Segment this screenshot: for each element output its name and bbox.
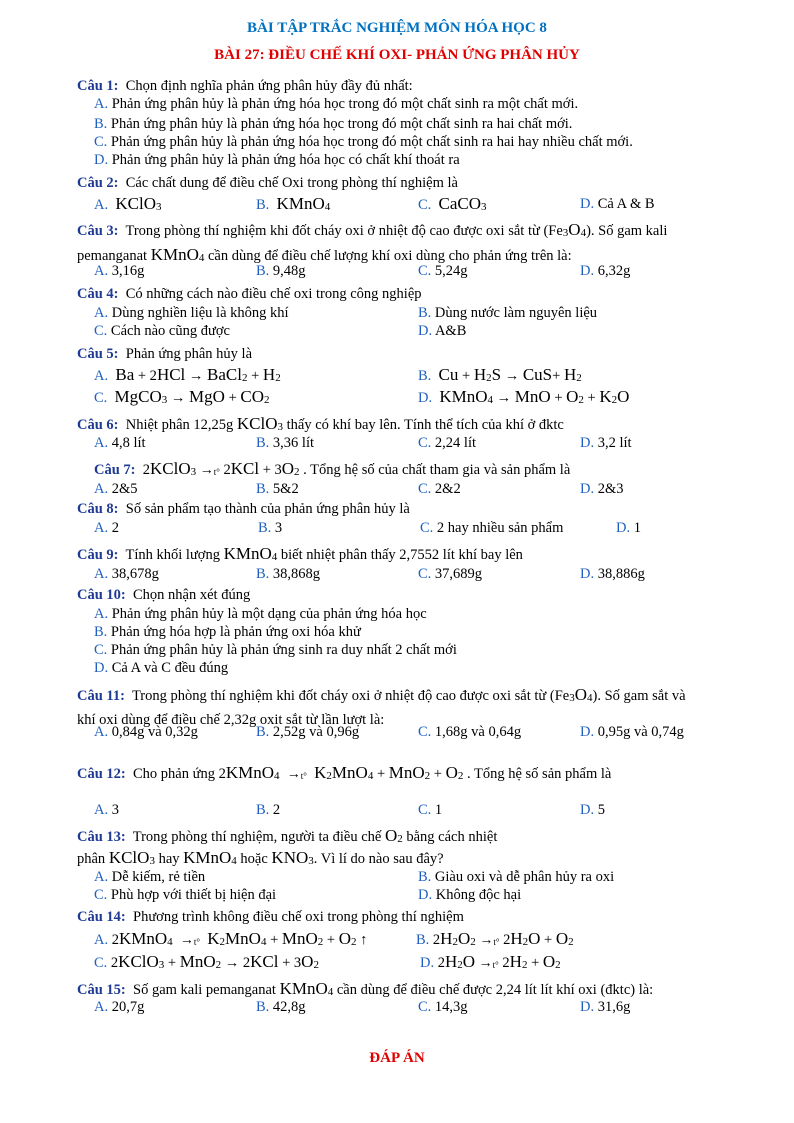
question-7: Câu 7: 2KClO3 →t° 2KCl + 3O2 . Tổng hệ số của chất tham gia và sản phẩm là (94, 459, 571, 478)
q3-option-b: B. 9,48g (256, 263, 306, 279)
question-1: Câu 1: Chọn định nghĩa phản ứng phân hủy đầy đủ nhất: (77, 78, 413, 94)
q1-option-c: C. Phản ứng phân hủy là phản ứng hóa học trong đó một chất sinh ra hai hay nhiều chất mới. (94, 134, 633, 150)
q1-option-b: B. Phản ứng phân hủy là phản ứng hóa học trong đó một chất sinh ra hai chất mới. (94, 116, 573, 132)
question-12: Câu 12: Cho phản ứng 2KMnO4 →t° K2MnO4 + MnO2 + O2 . Tổng hệ số sản phẩm là (77, 763, 612, 782)
q10-option-c: C. Phản ứng phân hủy là phản ứng sinh ra duy nhất 2 chất mới (94, 642, 457, 658)
q2-option-a: A. KClO3 (94, 194, 162, 213)
q9-option-a: A. 38,678g (94, 566, 159, 582)
q7-option-a: A. 2&5 (94, 481, 138, 497)
q8-option-d: D. 1 (616, 520, 641, 536)
q12-option-a: A. 3 (94, 802, 119, 818)
q6-option-b: B. 3,36 lít (256, 435, 315, 451)
q13-option-a: A. Dễ kiếm, rẻ tiền (94, 869, 206, 885)
q11-option-a: A. 0,84g và 0,32g (94, 724, 198, 740)
question-6: Câu 6: Nhiệt phân 12,25g KClO3 thấy có khí bay lên. Tính thể tích của khí ở đktc (77, 414, 564, 433)
q8-option-b: B. 3 (258, 520, 283, 536)
q1-option-a: A. Phản ứng phân hủy là phản ứng hóa học trong đó một chất sinh ra một chất mới. (94, 96, 579, 112)
q14-option-b: B. 2H2O2 →t° 2H2O + O2 (416, 929, 574, 948)
question-14: Câu 14: Phương trình không điều chế oxi trong phòng thí nghiệm (77, 909, 464, 925)
q11-option-c: C. 1,68g và 0,64g (418, 724, 522, 740)
answer-heading: ĐÁP ÁN (369, 1050, 425, 1066)
q11-option-b: B. 2,52g và 0,96g (256, 724, 360, 740)
q5-option-c: C. MgCO3 → MgO + CO2 (94, 387, 270, 406)
q12-option-b: B. 2 (256, 802, 281, 818)
q13-option-b: B. Giàu oxi và dễ phân hủy ra oxi (418, 869, 615, 885)
q7-option-d: D. 2&3 (580, 481, 624, 497)
q11-option-d: D. 0,95g và 0,74g (580, 724, 684, 740)
q12-option-d: D. 5 (580, 802, 605, 818)
question-5: Câu 5: Phản ứng phân hủy là (77, 346, 253, 362)
question-13: Câu 13: Trong phòng thí nghiệm, người ta điều chế O2 bằng cách nhiệt (77, 826, 498, 845)
q2-option-b: B. KMnO4 (256, 194, 331, 213)
q6-option-a: A. 4,8 lít (94, 435, 146, 451)
q13-option-c: C. Phù hợp với thiết bị hiện đại (94, 887, 277, 903)
q4-option-c: C. Cách nào cũng được (94, 323, 230, 339)
q8-option-a: A. 2 (94, 520, 119, 536)
q10-option-a: A. Phản ứng phân hủy là một dạng của phản ứng hóa học (94, 606, 427, 622)
question-9: Câu 9: Tính khối lượng KMnO4 biết nhiệt phân thấy 2,7552 lít khí bay lên (77, 544, 523, 563)
q10-option-d: D. Cả A và C đều đúng (94, 660, 229, 676)
q14-option-a: A. 2KMnO4 →t° K2MnO4 + MnO2 + O2 ↑ (94, 929, 368, 948)
q3-option-a: A. 3,16g (94, 263, 145, 279)
q7-option-b: B. 5&2 (256, 481, 299, 497)
q7-option-c: C. 2&2 (418, 481, 461, 497)
q5-option-b: B. Cu + H2S → CuS+ H2 (418, 365, 582, 384)
question-13-line-2: phân KClO3 hay KMnO4 hoặc KNO3. Vì lí do nào sau đây? (77, 848, 444, 867)
q2-option-c: C. CaCO3 (418, 194, 487, 213)
q10-option-b: B. Phản ứng hóa hợp là phản ứng oxi hóa khử (94, 624, 361, 640)
q6-option-d: D. 3,2 lít (580, 435, 632, 451)
q2-option-d: D. Cả A & B (580, 196, 655, 212)
q5-option-d: D. KMnO4 → MnO + O2 + K2O (418, 387, 630, 406)
q14-option-d: D. 2H2O →t° 2H2 + O2 (420, 952, 561, 971)
q12-option-c: C. 1 (418, 802, 443, 818)
lesson-title: BÀI 27: ĐIỀU CHẾ KHÍ OXI- PHẢN ỨNG PHÂN HỦY (214, 47, 580, 63)
question-4: Câu 4: Có những cách nào điều chế oxi trong công nghiệp (77, 286, 422, 302)
question-3: Câu 3: Trong phòng thí nghiệm khi đốt cháy oxi ở nhiệt độ cao được oxi sắt từ (Fe3O4). Số gam kali pemanganat KMnO4 cần dùng để điều chế lượng khí oxi dùng cho phản ứng trên là: (77, 220, 668, 264)
q4-option-b: B. Dùng nước làm nguyên liệu (418, 305, 598, 321)
q3-option-c: C. 5,24g (418, 263, 468, 279)
question-2: Câu 2: Các chất dung để điều chế Oxi trong phòng thí nghiệm là (77, 175, 458, 191)
page-title: BÀI TẬP TRẮC NGHIỆM MÔN HÓA HỌC 8 (247, 20, 547, 36)
q15-option-d: D. 31,6g (580, 999, 631, 1015)
q3-option-d: D. 6,32g (580, 263, 631, 279)
q9-option-d: D. 38,886g (580, 566, 645, 582)
question-10: Câu 10: Chọn nhận xét đúng (77, 587, 251, 603)
q9-option-c: C. 37,689g (418, 566, 483, 582)
q1-option-d: D. Phản ứng phân hủy là phản ứng hóa học có chất khí thoát ra (94, 152, 460, 168)
q8-option-c: C. 2 hay nhiều sản phẩm (420, 520, 564, 536)
q15-option-b: B. 42,8g (256, 999, 306, 1015)
q13-option-d: D. Không độc hại (418, 887, 522, 903)
q4-option-d: D. A&B (418, 323, 467, 339)
q9-option-b: B. 38,868g (256, 566, 321, 582)
question-8: Câu 8: Số sản phẩm tạo thành của phản ứng phân hủy là (77, 501, 410, 517)
q4-option-a: A. Dùng nghiền liệu là không khí (94, 305, 289, 321)
question-15: Câu 15: Số gam kali pemanganat KMnO4 cần dùng để điều chế được 2,24 lít lít khí oxi (đktc) là: (77, 979, 654, 998)
q5-option-a: A. Ba + 2HCl → BaCl2 + H2 (94, 365, 281, 384)
q15-option-c: C. 14,3g (418, 999, 468, 1015)
q6-option-c: C. 2,24 lít (418, 435, 477, 451)
q15-option-a: A. 20,7g (94, 999, 145, 1015)
q14-option-c: C. 2KClO3 + MnO2 → 2KCl + 3O2 (94, 952, 319, 971)
question-11: Câu 11: Trong phòng thí nghiệm khi đốt cháy oxi ở nhiệt độ cao được oxi sắt từ (Fe3O4). Số gam sắt và khí oxi dùng để điều chế 2,32g oxit sắt từ lần lượt là: (77, 685, 686, 728)
